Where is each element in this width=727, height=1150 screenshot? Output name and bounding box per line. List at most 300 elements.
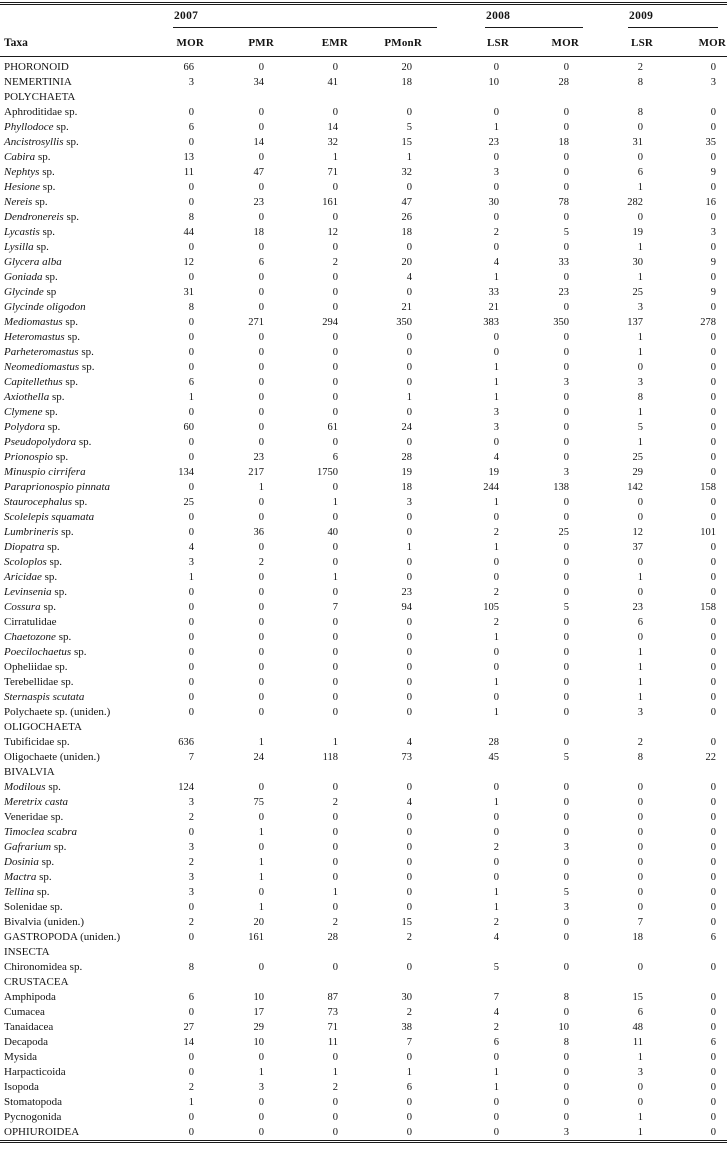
count-value: 0 [637, 587, 644, 598]
count-value [276, 90, 350, 105]
count-value: 1 [637, 332, 644, 343]
count-value: 3 [563, 377, 570, 388]
count-value: 23 [401, 587, 413, 598]
count-value: 0 [710, 617, 717, 628]
count-value: 9 [710, 257, 717, 268]
count-value: 0 [258, 422, 264, 433]
count-value: 0 [710, 692, 717, 703]
section-header-row [0, 945, 727, 960]
count-value: 0 [406, 662, 413, 673]
taxa-name: Glycinde oligodon [4, 301, 86, 313]
count-value: 0 [493, 572, 500, 583]
count-value: 0 [258, 887, 264, 898]
count-value: 32 [327, 137, 338, 148]
taxa-name: Axiothella sp. [4, 391, 65, 403]
count-value: 0 [493, 332, 500, 343]
taxa-name: Polychaete sp. (uniden.) [4, 706, 111, 718]
count-value: 0 [563, 737, 570, 748]
count-value: 1 [493, 1082, 500, 1093]
taxa-name: Cumacea [4, 1006, 45, 1018]
taxa-data-row [0, 825, 727, 840]
taxa-name: Amphipoda [4, 991, 56, 1003]
count-value: 4 [406, 272, 413, 283]
count-value: 3 [710, 77, 717, 88]
count-value: 12 [632, 527, 644, 538]
count-value: 0 [563, 212, 570, 223]
taxa-data-row [0, 150, 727, 165]
count-value: 0 [332, 557, 338, 568]
section-name: POLYCHAETA [4, 91, 76, 103]
count-value: 0 [710, 152, 717, 163]
count-value: 4 [406, 797, 413, 808]
count-value: 0 [493, 1052, 500, 1063]
count-value: 23 [558, 287, 570, 298]
count-value: 5 [637, 422, 644, 433]
count-value: 0 [710, 707, 717, 718]
count-value: 1 [493, 542, 500, 553]
count-value: 0 [258, 662, 264, 673]
count-value: 138 [553, 482, 570, 493]
taxa-data-row [0, 240, 727, 255]
year-header-row [0, 5, 727, 28]
count-value [152, 945, 206, 960]
count-value: 33 [558, 257, 570, 268]
taxa-name: Diopatra sp. [4, 541, 60, 553]
count-value: 1 [637, 182, 644, 193]
count-value: 1 [493, 1067, 500, 1078]
taxa-data-row [0, 390, 727, 405]
count-value: 0 [493, 1097, 500, 1108]
taxa-name: Aphroditidae sp. [4, 106, 78, 118]
taxa-data-row [0, 750, 727, 765]
taxa-name: Tubificidae sp. [4, 736, 70, 748]
taxa-data-row [0, 930, 727, 945]
count-value: 0 [710, 1112, 717, 1123]
taxa-name: Heteromastus sp. [4, 331, 80, 343]
count-value: 0 [332, 617, 338, 628]
count-value: 1 [406, 1067, 413, 1078]
count-value: 0 [563, 542, 570, 553]
count-value: 0 [258, 962, 264, 973]
count-value: 0 [332, 872, 338, 883]
count-value: 8 [563, 992, 570, 1003]
count-value: 0 [710, 587, 717, 598]
count-value: 383 [483, 317, 500, 328]
taxa-name: Solenidae sp. [4, 901, 63, 913]
count-value: 244 [483, 482, 500, 493]
taxa-name: Glycinde sp [4, 286, 57, 298]
count-value: 0 [188, 902, 194, 913]
count-value: 6 [188, 992, 194, 1003]
count-value: 0 [710, 902, 717, 913]
count-value: 28 [488, 737, 500, 748]
section-name: BIVALVIA [4, 766, 55, 778]
count-value: 0 [332, 782, 338, 793]
taxa-name: Tellina sp. [4, 886, 50, 898]
count-value: 0 [258, 332, 264, 343]
count-value: 2 [493, 1022, 500, 1033]
count-value: 282 [627, 197, 644, 208]
count-value: 0 [258, 542, 264, 553]
count-value: 1 [493, 497, 500, 508]
count-value: 0 [563, 917, 570, 928]
count-value: 294 [322, 317, 338, 328]
count-value: 0 [258, 677, 264, 688]
count-value: 94 [401, 602, 413, 613]
count-value [276, 720, 350, 735]
count-value: 71 [327, 167, 338, 178]
count-value: 2 [332, 257, 338, 268]
count-value: 2 [493, 842, 500, 853]
count-value: 0 [637, 497, 644, 508]
count-value: 0 [710, 272, 717, 283]
count-value: 0 [563, 932, 570, 943]
count-value: 1 [637, 662, 644, 673]
count-value: 0 [710, 407, 717, 418]
count-value: 21 [401, 302, 413, 313]
count-value: 4 [406, 737, 413, 748]
taxa-data-row [0, 630, 727, 645]
count-value: 1 [258, 1067, 264, 1078]
count-value: 0 [563, 437, 570, 448]
count-value: 0 [332, 407, 338, 418]
count-value: 0 [188, 827, 194, 838]
count-value: 0 [710, 1127, 717, 1138]
count-value: 0 [563, 692, 570, 703]
count-value: 0 [637, 212, 644, 223]
count-value: 4 [493, 932, 500, 943]
count-value: 73 [401, 752, 413, 763]
count-value: 0 [332, 212, 338, 223]
taxa-data-row [0, 555, 727, 570]
count-value: 0 [332, 437, 338, 448]
count-value: 2 [493, 617, 500, 628]
count-value: 0 [563, 107, 570, 118]
count-value: 3 [637, 302, 644, 313]
count-value: 0 [563, 362, 570, 373]
taxa-name: Goniada sp. [4, 271, 58, 283]
taxa-name: Dosinia sp. [4, 856, 55, 868]
count-value: 0 [188, 317, 194, 328]
count-value: 2 [258, 557, 264, 568]
count-value: 0 [493, 557, 500, 568]
count-value: 36 [253, 527, 264, 538]
count-value: 0 [332, 512, 338, 523]
taxa-name: Paraprionospio pinnata [4, 481, 111, 493]
taxa-data-row [0, 1020, 727, 1035]
count-value: 0 [188, 632, 194, 643]
count-value: 0 [406, 902, 413, 913]
count-value: 0 [332, 1052, 338, 1063]
year-group-2009-label: 2009 [628, 10, 718, 28]
taxa-name: Nephtys sp. [4, 166, 55, 178]
count-value: 0 [493, 662, 500, 673]
count-value: 0 [563, 182, 570, 193]
count-value: 0 [406, 887, 413, 898]
count-value: 10 [253, 1037, 264, 1048]
taxa-data-row [0, 105, 727, 120]
count-value: 66 [183, 62, 194, 73]
taxa-name: Modilous sp. [4, 781, 61, 793]
taxa-data-row [0, 960, 727, 975]
taxa-data-row [0, 810, 727, 825]
count-value: 0 [710, 812, 717, 823]
taxa-name: Terebellidae sp. [4, 676, 74, 688]
taxa-data-row [0, 285, 727, 300]
taxa-table-body [0, 57, 727, 1141]
count-value: 1 [493, 122, 500, 133]
count-value: 2 [406, 1007, 413, 1018]
section-header-row [0, 90, 727, 105]
taxa-data-row [0, 660, 727, 675]
count-value: 0 [332, 347, 338, 358]
taxa-data-row [0, 1065, 727, 1080]
count-value: 1 [406, 152, 413, 163]
count-value: 48 [632, 1022, 644, 1033]
count-value: 29 [632, 467, 644, 478]
count-value: 8 [188, 302, 194, 313]
count-value: 0 [406, 407, 413, 418]
count-value: 0 [332, 587, 338, 598]
year-group-2007-cell [152, 5, 424, 28]
count-value: 78 [558, 197, 570, 208]
taxa-data-row [0, 300, 727, 315]
taxa-name: OPHIUROIDEA [4, 1126, 80, 1138]
count-value: 0 [493, 437, 500, 448]
count-value: 124 [178, 782, 194, 793]
taxa-data-row [0, 195, 727, 210]
taxa-name: Decapoda [4, 1036, 48, 1048]
count-value: 22 [705, 752, 717, 763]
count-value: 0 [332, 542, 338, 553]
count-value [511, 90, 581, 105]
count-value: 1 [258, 902, 264, 913]
count-value: 0 [710, 1067, 717, 1078]
count-value: 137 [627, 317, 644, 328]
taxa-data-row [0, 360, 727, 375]
count-value: 5 [563, 227, 570, 238]
count-value: 1 [332, 497, 338, 508]
count-value: 0 [188, 242, 194, 253]
count-value: 0 [710, 572, 717, 583]
count-value: 0 [332, 107, 338, 118]
count-value: 2 [406, 932, 413, 943]
count-value [581, 90, 655, 105]
taxa-name: Pycnogonida [4, 1111, 62, 1123]
count-value: 0 [188, 932, 194, 943]
count-value: 0 [258, 632, 264, 643]
count-value: 1 [406, 542, 413, 553]
count-value: 0 [332, 707, 338, 718]
count-value: 0 [188, 1007, 194, 1018]
count-value: 3 [637, 377, 644, 388]
count-value: 15 [401, 137, 413, 148]
count-value: 0 [188, 482, 194, 493]
count-value: 0 [710, 332, 717, 343]
count-value: 14 [183, 1037, 194, 1048]
count-value: 25 [632, 287, 644, 298]
taxa-data-row [0, 375, 727, 390]
count-value: 0 [563, 347, 570, 358]
count-value: 0 [258, 587, 264, 598]
count-value: 278 [700, 317, 717, 328]
count-value: 1 [637, 242, 644, 253]
count-value: 0 [710, 872, 717, 883]
count-value: 0 [406, 812, 413, 823]
count-value: 35 [705, 137, 717, 148]
count-value: 0 [563, 587, 570, 598]
count-value: 71 [327, 1022, 338, 1033]
count-value: 0 [563, 422, 570, 433]
count-value: 3 [563, 1127, 570, 1138]
count-value: 61 [327, 422, 338, 433]
col-header-2007-pmr: PMR [206, 28, 276, 57]
count-value: 0 [406, 347, 413, 358]
count-value: 15 [632, 992, 644, 1003]
count-value: 0 [258, 1052, 264, 1063]
count-value: 0 [563, 962, 570, 973]
taxa-name: Cossura sp. [4, 601, 56, 613]
count-value: 5 [406, 122, 413, 133]
taxa-data-row [0, 420, 727, 435]
count-value: 44 [183, 227, 194, 238]
col-header-2009-mor: MOR [655, 28, 727, 57]
count-value: 0 [188, 587, 194, 598]
count-value: 0 [563, 812, 570, 823]
count-value: 0 [637, 512, 644, 523]
count-value: 0 [258, 362, 264, 373]
count-value: 0 [406, 677, 413, 688]
count-value: 0 [332, 392, 338, 403]
count-value: 5 [493, 962, 500, 973]
count-value: 0 [563, 1097, 570, 1108]
count-value: 0 [406, 557, 413, 568]
taxa-data-row [0, 210, 727, 225]
count-value: 1 [637, 437, 644, 448]
count-value [581, 945, 655, 960]
taxa-name: Levinsenia sp. [4, 586, 67, 598]
count-value: 0 [563, 632, 570, 643]
taxa-name: Stomatopoda [4, 1096, 63, 1108]
count-value: 7 [637, 917, 644, 928]
count-value [276, 765, 350, 780]
taxa-name: Nereis sp. [4, 196, 48, 208]
count-value: 1 [493, 797, 500, 808]
taxa-data-row [0, 990, 727, 1005]
count-value: 0 [710, 1022, 717, 1033]
taxa-name: NEMERTINIA [4, 76, 72, 88]
count-value: 0 [258, 182, 264, 193]
count-value: 0 [188, 452, 194, 463]
taxa-data-row [0, 675, 727, 690]
count-value: 0 [563, 572, 570, 583]
count-value: 0 [710, 512, 717, 523]
count-value [581, 975, 655, 990]
count-value: 11 [327, 1037, 338, 1048]
table-header [0, 5, 727, 57]
count-value: 0 [188, 362, 194, 373]
count-value: 1 [332, 887, 338, 898]
taxa-name: Cirratulidae [4, 616, 57, 628]
count-value: 25 [183, 497, 194, 508]
count-value: 6 [188, 377, 194, 388]
count-value: 3 [188, 557, 194, 568]
count-value: 0 [493, 107, 500, 118]
count-value [655, 945, 727, 960]
count-value: 0 [332, 857, 338, 868]
taxa-name: Polydora sp. [4, 421, 61, 433]
section-name: OLIGOCHAETA [4, 721, 82, 733]
count-value: 0 [332, 362, 338, 373]
taxa-name: Sternaspis scutata [4, 691, 85, 703]
count-value: 41 [327, 77, 338, 88]
count-value: 0 [188, 647, 194, 658]
taxa-data-row [0, 585, 727, 600]
count-value [206, 90, 276, 105]
count-value [276, 945, 350, 960]
count-value: 0 [332, 302, 338, 313]
count-value: 0 [332, 272, 338, 283]
count-value: 0 [563, 512, 570, 523]
count-value: 0 [258, 1097, 264, 1108]
count-value: 6 [637, 617, 644, 628]
count-value: 1 [258, 827, 264, 838]
taxa-data-row [0, 1005, 727, 1020]
count-value: 8 [563, 1037, 570, 1048]
count-value: 4 [493, 1007, 500, 1018]
count-value: 1 [493, 272, 500, 283]
count-value: 1 [493, 677, 500, 688]
count-value: 0 [493, 512, 500, 523]
count-value: 0 [188, 1112, 194, 1123]
count-value: 0 [710, 857, 717, 868]
col-header-2007-pmonr: PMonR [350, 28, 424, 57]
count-value [511, 720, 581, 735]
count-value: 0 [188, 1127, 194, 1138]
count-value [152, 975, 206, 990]
count-value: 3 [188, 77, 194, 88]
count-value: 0 [332, 1112, 338, 1123]
count-value: 0 [406, 1112, 413, 1123]
taxa-name: Staurocephalus sp. [4, 496, 88, 508]
count-value: 0 [258, 437, 264, 448]
count-value: 1 [637, 1052, 644, 1063]
count-value [655, 765, 727, 780]
count-value [350, 720, 424, 735]
count-value: 24 [401, 422, 413, 433]
count-value: 0 [563, 242, 570, 253]
count-value: 28 [401, 452, 413, 463]
count-value: 0 [710, 662, 717, 673]
taxa-name: Mysida [4, 1051, 37, 1063]
count-value: 0 [493, 1112, 500, 1123]
taxa-name: Parheteromastus sp. [4, 346, 94, 358]
year-group-2008-cell [424, 5, 581, 28]
count-value: 40 [327, 527, 338, 538]
count-value: 0 [710, 632, 717, 643]
taxa-column-header: Taxa [0, 5, 152, 57]
count-value: 1 [258, 482, 264, 493]
count-value: 18 [401, 227, 413, 238]
taxa-name: Timoclea scabra [4, 826, 78, 838]
count-value: 8 [188, 962, 194, 973]
count-value: 1 [332, 1067, 338, 1078]
count-value: 0 [493, 827, 500, 838]
count-value: 10 [488, 77, 500, 88]
count-value: 6 [710, 932, 717, 943]
count-value: 18 [558, 137, 570, 148]
count-value [152, 720, 206, 735]
